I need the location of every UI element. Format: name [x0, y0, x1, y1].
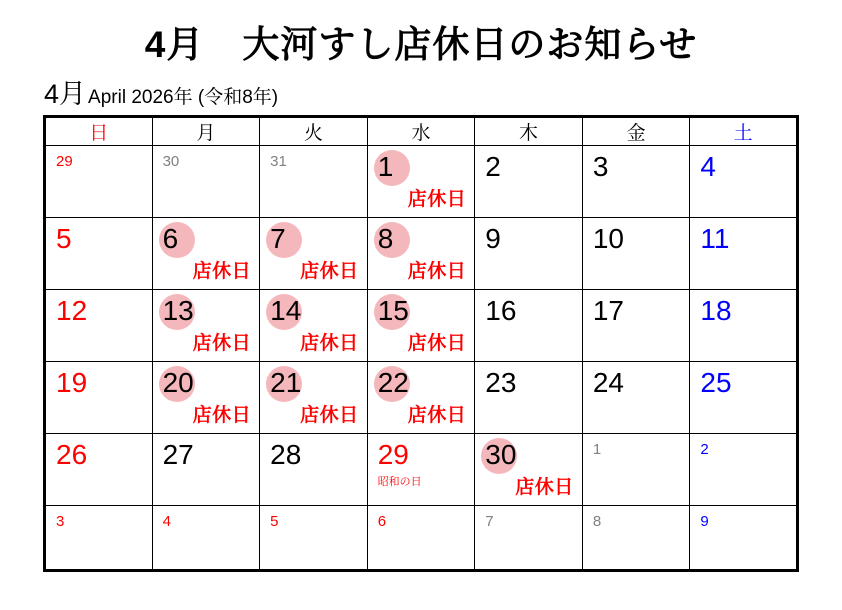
calendar-day-cell[interactable]	[690, 362, 798, 434]
store-closed-label: 店休日	[192, 333, 252, 354]
calendar-day-cell[interactable]	[475, 146, 583, 218]
calendar-day-cell[interactable]	[260, 146, 368, 218]
day-number: 9	[485, 223, 501, 254]
calendar-week-row	[45, 362, 798, 434]
weekday-header-sat: 土	[690, 117, 798, 146]
day-number: 20	[162, 367, 194, 398]
day-number: 16	[485, 295, 517, 326]
calendar-day-cell[interactable]	[367, 290, 475, 362]
store-closed-label: 店休日	[300, 333, 359, 354]
day-number: 18	[700, 295, 732, 326]
calendar-day-cell[interactable]	[690, 218, 798, 290]
day-number: 6	[162, 223, 179, 254]
day-number: 31	[270, 153, 287, 170]
calendar-day-cell[interactable]	[475, 362, 583, 434]
store-closed-label: 店休日	[515, 477, 574, 498]
month-jp-label: 4月	[44, 79, 87, 109]
day-number: 10	[592, 223, 624, 254]
day-number: 15	[377, 295, 409, 326]
calendar-day-cell[interactable]	[690, 290, 798, 362]
day-number: 3	[56, 513, 65, 530]
day-number: 29	[56, 153, 73, 170]
day-number: 17	[592, 295, 624, 326]
calendar-week-row	[45, 146, 798, 218]
calendar-week-row	[45, 290, 798, 362]
calendar-week-row	[45, 506, 798, 571]
weekday-header-thu: 木	[475, 117, 583, 146]
month-en-label: April 2026年 (令和8年)	[88, 87, 279, 108]
day-number: 4	[700, 151, 716, 182]
store-closed-label: 店休日	[300, 405, 359, 426]
store-closed-label: 店休日	[407, 405, 467, 426]
weekday-header-row	[45, 117, 798, 146]
day-number: 29	[377, 439, 409, 470]
page-title: 4月 大河すし店休日のお知らせ	[144, 24, 698, 65]
calendar-table	[43, 115, 799, 572]
day-number: 21	[270, 367, 302, 398]
day-number: 8	[377, 223, 394, 254]
calendar-day-cell[interactable]	[582, 506, 690, 571]
calendar-day-cell[interactable]	[367, 506, 475, 571]
day-number: 9	[700, 513, 709, 530]
calendar-day-cell[interactable]	[690, 506, 798, 571]
weekday-header-wed: 水	[367, 117, 475, 146]
calendar-day-cell[interactable]	[582, 434, 690, 506]
calendar-day-cell[interactable]	[45, 434, 153, 506]
calendar-day-cell[interactable]	[475, 506, 583, 571]
weekday-header-sun: 日	[45, 117, 153, 146]
day-number: 8	[592, 513, 602, 530]
calendar-day-cell[interactable]	[45, 506, 153, 571]
calendar-day-cell[interactable]	[260, 290, 368, 362]
store-closed-label: 店休日	[192, 405, 252, 426]
calendar-day-cell[interactable]	[152, 218, 260, 290]
calendar-day-cell[interactable]	[45, 290, 153, 362]
day-number: 6	[377, 513, 387, 530]
store-closed-label: 店休日	[300, 261, 359, 282]
calendar-day-cell[interactable]	[475, 218, 583, 290]
day-number: 19	[56, 367, 88, 398]
calendar-day-cell[interactable]	[582, 290, 690, 362]
calendar-day-cell[interactable]	[152, 434, 260, 506]
store-closed-label: 店休日	[407, 189, 467, 210]
day-number: 4	[162, 513, 171, 530]
calendar-week-row	[45, 218, 798, 290]
calendar-day-cell[interactable]	[582, 218, 690, 290]
calendar-day-cell[interactable]	[690, 146, 798, 218]
calendar-day-cell[interactable]	[45, 146, 153, 218]
day-number: 2	[700, 441, 709, 458]
calendar-day-cell[interactable]	[260, 362, 368, 434]
day-number: 11	[700, 223, 730, 254]
month-subtitle	[0, 72, 842, 111]
calendar-day-cell[interactable]	[367, 362, 475, 434]
day-number: 2	[485, 151, 501, 182]
calendar-day-cell[interactable]	[260, 218, 368, 290]
calendar-day-cell[interactable]	[367, 218, 475, 290]
day-number: 5	[56, 223, 72, 254]
weekday-header-fri: 金	[582, 117, 690, 146]
day-number: 26	[56, 439, 88, 470]
day-number: 27	[162, 439, 194, 470]
weekday-header-mon: 月	[152, 117, 260, 146]
public-holiday-label: 昭和の日	[377, 476, 422, 488]
calendar-week-row	[45, 434, 798, 506]
calendar-day-cell[interactable]	[152, 506, 260, 571]
calendar-page	[0, 14, 842, 610]
day-number: 25	[700, 367, 732, 398]
day-number: 1	[592, 441, 602, 458]
day-number: 12	[56, 295, 88, 326]
calendar-day-cell[interactable]	[475, 434, 583, 506]
day-number: 30	[485, 439, 517, 470]
calendar-day-cell[interactable]	[582, 362, 690, 434]
calendar-day-cell[interactable]	[152, 362, 260, 434]
day-number: 22	[377, 367, 409, 398]
calendar-body	[45, 146, 798, 571]
calendar-day-cell[interactable]	[475, 290, 583, 362]
calendar-day-cell[interactable]	[45, 362, 153, 434]
calendar-day-cell[interactable]	[152, 290, 260, 362]
day-number: 23	[485, 367, 517, 398]
store-closed-label: 店休日	[192, 261, 252, 282]
store-closed-label: 店休日	[407, 261, 467, 282]
day-number: 5	[270, 513, 279, 530]
day-number: 14	[270, 295, 302, 326]
store-closed-label: 店休日	[407, 333, 467, 354]
day-number: 30	[162, 153, 180, 170]
calendar-day-cell[interactable]	[367, 434, 475, 506]
day-number: 1	[377, 151, 394, 182]
calendar-day-cell[interactable]	[260, 506, 368, 571]
day-number: 7	[485, 513, 494, 530]
day-number: 3	[592, 151, 609, 182]
day-number: 7	[270, 223, 286, 254]
day-number: 28	[270, 439, 302, 470]
calendar-day-cell[interactable]	[45, 218, 153, 290]
day-number: 24	[592, 367, 624, 398]
weekday-header-tue: 火	[260, 117, 368, 146]
calendar-day-cell[interactable]	[582, 146, 690, 218]
calendar-day-cell[interactable]	[152, 146, 260, 218]
calendar-day-cell[interactable]	[367, 146, 475, 218]
calendar-day-cell[interactable]	[260, 434, 368, 506]
day-number: 13	[162, 295, 194, 326]
calendar-day-cell[interactable]	[690, 434, 798, 506]
